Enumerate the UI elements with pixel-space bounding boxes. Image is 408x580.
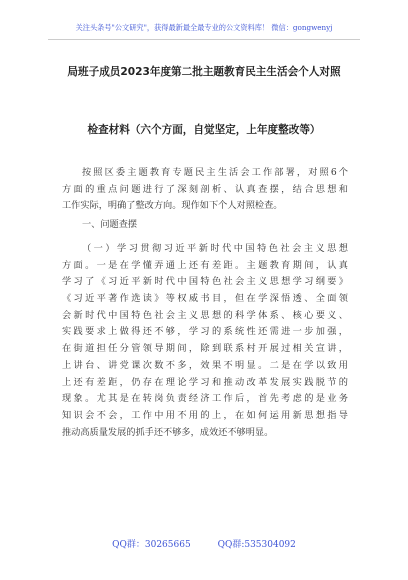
section-paragraph — [62, 241, 348, 441]
paragraph-line: 上还有差距，仍存在理论学习和推动改革发展实践脱节的 — [62, 376, 348, 388]
paragraph-line: 《习近平著作选读》等权威书目，但在学深悟透、全面领 — [62, 293, 348, 305]
paragraph-line: 工作实际，明确了整改方向。现作如下个人对照检查。 — [62, 200, 283, 212]
intro-paragraph — [62, 165, 348, 215]
paragraph-line: 现象。尤其是在转岗负责经济工作后，首先考虑的是业务 — [62, 393, 348, 405]
header-note: 关注头条号"公文研究"，获得最新最全最专业的公文资料库！ 微信：gongwenyj — [75, 23, 333, 32]
paragraph-line: （一）学习贯彻习近平新时代中国特色社会主义思想 — [82, 243, 348, 254]
paragraph-line: 实践要求上做得还不够，学习的系统性还需进一步加强， — [62, 326, 348, 338]
paragraph-line: 推动高质量发展的抓手还不够多，成效还不够明显。 — [62, 426, 274, 438]
document-title-line1: 局班子成员2023年度第二批主题教育民主生活会个人对照 — [67, 66, 341, 78]
paragraph-line: 上讲台、讲党课次数不多，效果不明显。二是在学以致用 — [62, 359, 348, 371]
document-title-line2: 检查材料（六个方面，自觉坚定，上年度整改等） — [87, 124, 321, 136]
paragraph-line: 方面。一是在学懂弄通上还有差距。主题教育期间，认真 — [62, 259, 348, 271]
paragraph-line: 知识会不会，工作中用不用的上，在如何运用新思想指导 — [62, 409, 348, 421]
footer-qq-group-2: QQ群:535304092 — [217, 540, 296, 550]
paragraph-line: 在街道担任分管领导期间，除到联系村开展过相关宣讲， — [62, 343, 348, 355]
section-heading-text: 一、问题查摆 — [82, 219, 138, 230]
footer-qq-group-1: QQ群：30265665 — [112, 540, 191, 550]
header-divider — [48, 39, 360, 40]
paragraph-line: 按照区委主题教育专题民主生活会工作部署，对照6个 — [82, 167, 348, 178]
section-heading — [62, 217, 348, 234]
footer-contacts — [0, 537, 408, 550]
paragraph-line: 会新时代中国特色社会主义思想的科学体系、核心要义、 — [62, 309, 348, 321]
paragraph-line: 方面的重点问题进行了深刻剖析、认真查摆，结合思想和 — [62, 183, 348, 195]
paragraph-line: 学习了《习近平新时代中国特色社会主义思想学习纲要》 — [62, 276, 348, 288]
